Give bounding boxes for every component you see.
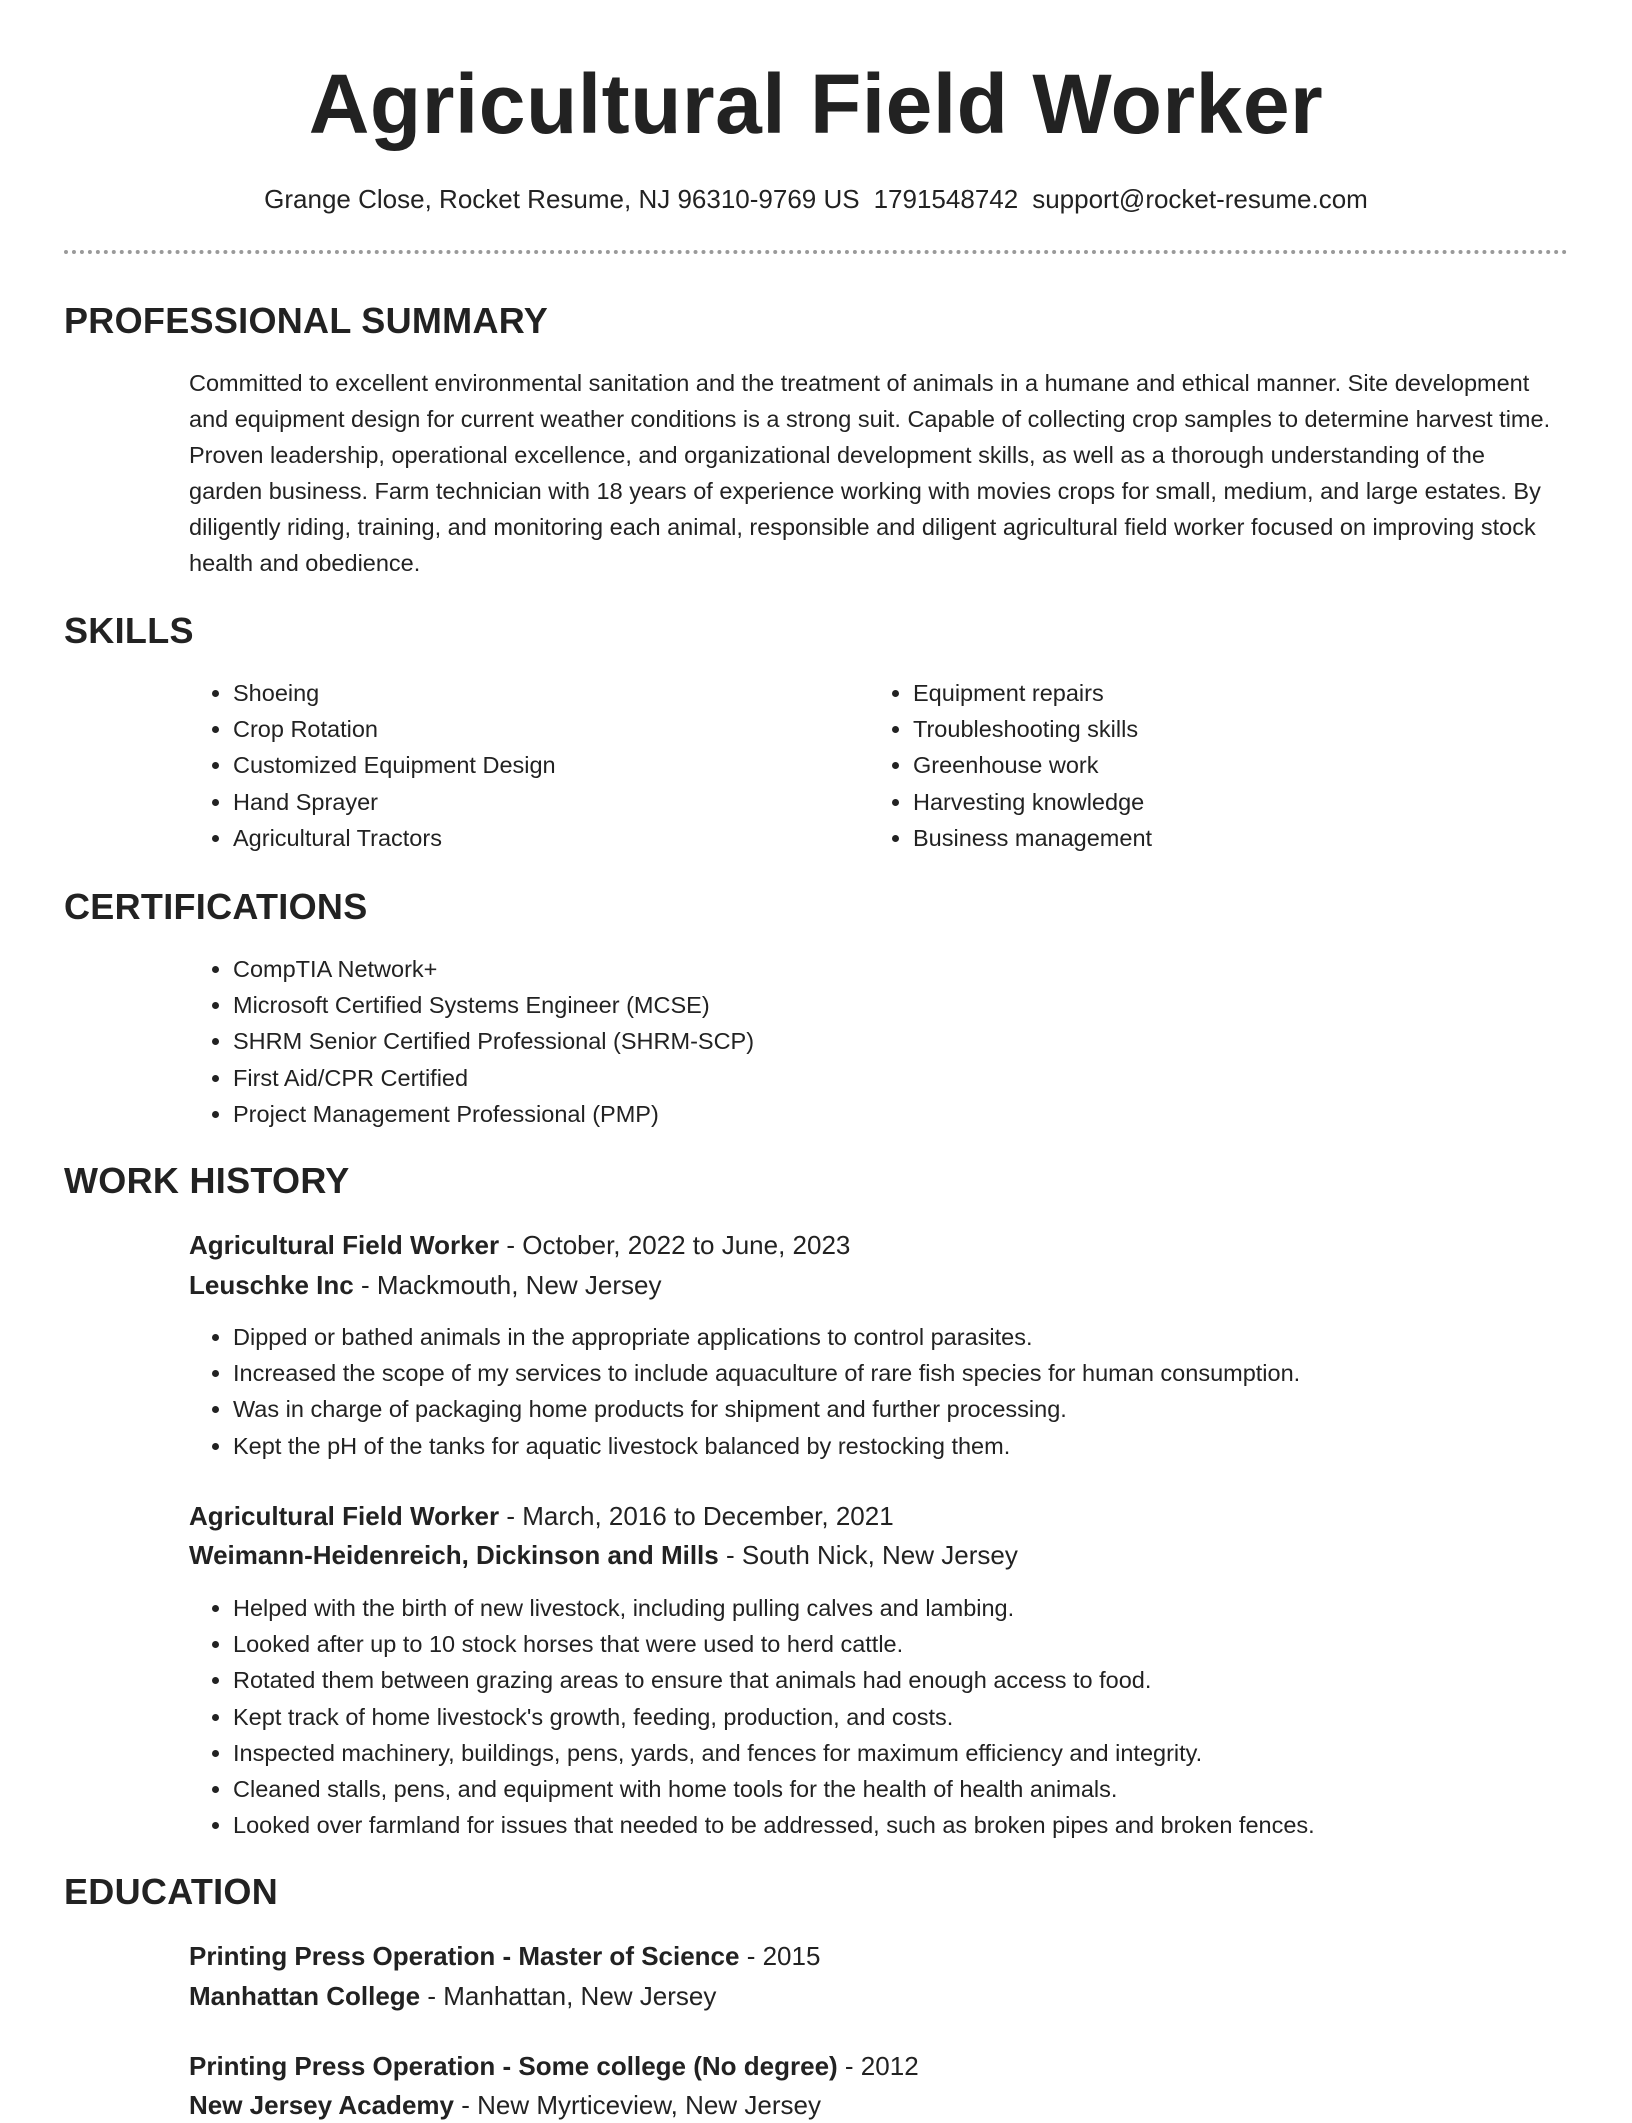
certification-item: • CompTIA Network+ bbox=[233, 951, 1533, 987]
skill-item: • Customized Equipment Design bbox=[233, 747, 833, 783]
job-bullets bbox=[189, 1319, 1613, 1464]
skill-item: • Crop Rotation bbox=[233, 711, 833, 747]
job-location: - South Nick, New Jersey bbox=[718, 1540, 1018, 1570]
job-title-line bbox=[189, 1227, 850, 1263]
skills-heading: SKILLS bbox=[64, 610, 194, 651]
education-degree-line bbox=[189, 1938, 820, 1974]
job-bullet: • Helped with the birth of new livestock, including pulling calves and lambing. bbox=[233, 1590, 1632, 1626]
resume-name: Agricultural Field Worker bbox=[308, 57, 1324, 151]
education-year: - 2015 bbox=[739, 1941, 821, 1971]
education-location: - Manhattan, New Jersey bbox=[420, 1981, 717, 2011]
skill-item: • Shoeing bbox=[233, 675, 833, 711]
skills-list-left bbox=[189, 675, 833, 856]
education-school: New Jersey Academy bbox=[189, 2090, 454, 2120]
education-location: - New Myrticeview, New Jersey bbox=[453, 2090, 821, 2120]
contact-address: Grange Close, Rocket Resume, NJ 96310-9769 US bbox=[264, 184, 860, 214]
skill-item: • Hand Sprayer bbox=[233, 784, 833, 820]
certifications-heading: CERTIFICATIONS bbox=[64, 886, 368, 927]
work-history-heading: WORK HISTORY bbox=[64, 1160, 350, 1201]
job-title: Agricultural Field Worker bbox=[189, 1230, 500, 1260]
job-title-line bbox=[189, 1498, 894, 1534]
certifications-list bbox=[189, 951, 1533, 1132]
job-bullets bbox=[189, 1590, 1632, 1843]
job-bullet: • Was in charge of packaging home products for shipment and further processing. bbox=[233, 1391, 1613, 1427]
certification-item: • SHRM Senior Certified Professional (SHRM-SCP) bbox=[233, 1023, 1533, 1059]
education-degree: Printing Press Operation - Master of Science bbox=[189, 1941, 740, 1971]
job-bullet: • Kept track of home livestock's growth, feeding, production, and costs. bbox=[233, 1699, 1632, 1735]
skill-item: • Business management bbox=[913, 820, 1513, 856]
header-divider bbox=[64, 250, 1568, 254]
skill-item: • Equipment repairs bbox=[913, 675, 1513, 711]
education-school: Manhattan College bbox=[189, 1981, 421, 2011]
skill-item: • Greenhouse work bbox=[913, 747, 1513, 783]
job-bullet: • Looked after up to 10 stock horses that were used to herd cattle. bbox=[233, 1626, 1632, 1662]
education-school-line bbox=[189, 1978, 716, 2014]
education-school-line bbox=[189, 2087, 821, 2123]
contact-line bbox=[0, 182, 1632, 216]
summary-heading: PROFESSIONAL SUMMARY bbox=[64, 300, 549, 341]
certification-item: • First Aid/CPR Certified bbox=[233, 1060, 1533, 1096]
job-location: - Mackmouth, New Jersey bbox=[353, 1270, 662, 1300]
job-bullet: • Kept the pH of the tanks for aquatic livestock balanced by restocking them. bbox=[233, 1428, 1613, 1464]
job-dates: - October, 2022 to June, 2023 bbox=[499, 1230, 851, 1260]
education-degree: Printing Press Operation - Some college (No degree) bbox=[189, 2051, 838, 2081]
skill-item: • Troubleshooting skills bbox=[913, 711, 1513, 747]
education-degree-line bbox=[189, 2048, 919, 2084]
job-company-line bbox=[189, 1537, 1018, 1573]
job-bullet: • Cleaned stalls, pens, and equipment with home tools for the health of health animals. bbox=[233, 1771, 1632, 1807]
job-title: Agricultural Field Worker bbox=[189, 1501, 500, 1531]
job-dates: - March, 2016 to December, 2021 bbox=[499, 1501, 894, 1531]
job-bullet: • Inspected machinery, buildings, pens, yards, and fences for maximum efficiency and integrity. bbox=[233, 1735, 1632, 1771]
job-bullet: • Dipped or bathed animals in the appropriate applications to control parasites. bbox=[233, 1319, 1613, 1355]
job-company: Weimann-Heidenreich, Dickinson and Mills bbox=[189, 1540, 719, 1570]
skill-item: • Agricultural Tractors bbox=[233, 820, 833, 856]
education-heading: EDUCATION bbox=[64, 1871, 279, 1912]
skills-list-right bbox=[869, 675, 1513, 856]
education-year: - 2012 bbox=[837, 2051, 919, 2081]
skill-item: • Harvesting knowledge bbox=[913, 784, 1513, 820]
summary-text: Committed to excellent environmental sanitation and the treatment of animals in a humane and ethical manner. Site development and equipment design for current weather conditions is a strong suit. Capable of collecting crop samples to determine harvest time. Proven leadership, operational excellence, and organizational development skills, as well as a thorough understanding of the garden business. Farm technician with 18 years of experience working with movies crops for small, medium, and large estates. By diligently riding, training, and monitoring each animal, responsible and diligent agricultural field worker focused on improving stock health and obedience. bbox=[189, 370, 1551, 576]
contact-phone: 1791548742 bbox=[873, 184, 1019, 214]
job-bullet: • Looked over farmland for issues that needed to be addressed, such as broken pipes and broken fences. bbox=[233, 1807, 1632, 1843]
contact-email: support@rocket-resume.com bbox=[1032, 184, 1368, 214]
job-company-line bbox=[189, 1267, 661, 1303]
job-bullet: • Increased the scope of my services to include aquaculture of rare fish species for human consumption. bbox=[233, 1355, 1613, 1391]
job-bullet: • Rotated them between grazing areas to ensure that animals had enough access to food. bbox=[233, 1662, 1632, 1698]
certification-item: • Microsoft Certified Systems Engineer (MCSE) bbox=[233, 987, 1533, 1023]
certification-item: • Project Management Professional (PMP) bbox=[233, 1096, 1533, 1132]
job-company: Leuschke Inc bbox=[189, 1270, 354, 1300]
